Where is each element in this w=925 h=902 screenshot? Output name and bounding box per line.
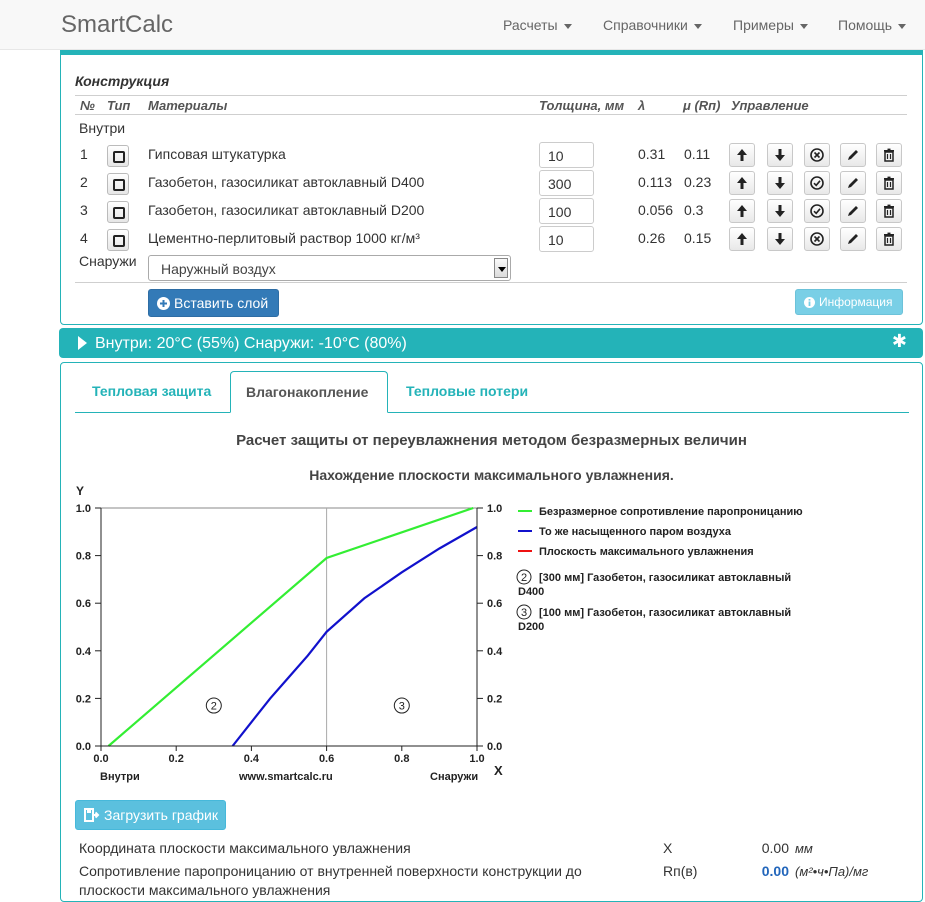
legend-layer-num: 3	[520, 607, 528, 619]
outside-label: Снаружи	[79, 253, 137, 269]
nav-menu-references[interactable]: Справочники	[603, 17, 702, 33]
layer-mu: 0.23	[684, 174, 712, 190]
pencil-icon	[846, 232, 860, 246]
construction-panel	[60, 50, 923, 325]
layer-material[interactable]: Газобетон, газосиликат автоклавный D200	[148, 202, 425, 218]
result-symbol-resistance: Rп(в)	[663, 863, 698, 879]
y-tick-label-right: 0.2	[487, 693, 503, 706]
layer-marker-label: 2	[210, 700, 217, 713]
layer-toggle-button[interactable]	[804, 171, 830, 195]
layer-num: 2	[80, 174, 88, 190]
chart-title: Нахождение плоскости максимального увлажнения.	[309, 467, 674, 483]
x-tick-label: 0.6	[318, 753, 335, 765]
legend-layer-text-cont: D400	[518, 586, 545, 598]
legend-label: То же насыщенного паром воздуха	[539, 526, 732, 538]
move-up-button[interactable]	[729, 171, 755, 195]
delete-layer-button[interactable]	[876, 171, 902, 195]
arrow-down-icon	[773, 232, 787, 246]
outside-environment-select[interactable]	[148, 255, 511, 281]
x-circle-icon	[810, 232, 824, 246]
y-tick-label-left: 0.6	[75, 598, 91, 611]
y-tick-label-left: 0.8	[75, 550, 91, 563]
delete-layer-button[interactable]	[876, 227, 902, 251]
col-header-materials: Материалы	[148, 98, 228, 113]
move-up-button[interactable]	[729, 143, 755, 167]
caret-down-icon	[564, 24, 572, 29]
edit-layer-button[interactable]	[840, 171, 866, 195]
legend-layer-text: [100 мм] Газобетон, газосиликат автоклавный	[539, 607, 792, 619]
check-circle-icon	[810, 204, 824, 218]
y-tick-label-right: 0.8	[487, 550, 503, 563]
col-header-type: Тип	[107, 98, 131, 113]
arrow-up-icon	[735, 204, 749, 218]
inside-label: Внутри	[79, 120, 126, 136]
tab-thermal-protection[interactable]: Тепловая защита	[92, 383, 212, 399]
x-circle-icon	[810, 148, 824, 162]
result-symbol-coordinate: X	[663, 840, 673, 856]
layer-type-toggle[interactable]	[107, 145, 129, 167]
result-label-resistance-cont: плоскости максимального увлажнения	[79, 882, 331, 898]
tab-moisture-accumulation[interactable]: Влагонакопление	[230, 371, 388, 413]
check-circle-icon	[810, 176, 824, 190]
arrow-down-icon	[773, 148, 787, 162]
insert-layer-button[interactable]: Вставить слой	[148, 289, 279, 317]
layer-lambda: 0.31	[638, 146, 666, 162]
move-down-button[interactable]	[767, 227, 793, 251]
layer-toggle-button[interactable]	[804, 199, 830, 223]
layer-material[interactable]: Газобетон, газосиликат автоклавный D400	[148, 174, 425, 190]
caret-down-icon	[800, 24, 808, 29]
caret-down-icon	[694, 24, 702, 29]
move-up-button[interactable]	[729, 227, 755, 251]
arrow-down-icon	[773, 176, 787, 190]
trash-icon	[882, 176, 896, 190]
layer-type-toggle[interactable]	[107, 173, 129, 195]
layer-type-toggle[interactable]	[107, 229, 129, 251]
climate-text: Внутри: 20°C (55%) Снаружи: -10°C (80%)	[95, 335, 407, 352]
legend-layer-num: 2	[520, 572, 528, 584]
layer-lambda: 0.056	[638, 202, 674, 218]
x-tick-label: 0.4	[243, 753, 260, 765]
layer-toggle-button[interactable]	[804, 143, 830, 167]
layer-mu: 0.11	[684, 146, 711, 162]
download-chart-button[interactable]: Загрузить график	[75, 800, 226, 830]
caret-down-icon	[898, 24, 906, 29]
layer-toggle-button[interactable]	[804, 227, 830, 251]
asterisk-icon[interactable]: ✱	[891, 331, 907, 351]
delete-layer-button[interactable]	[876, 199, 902, 223]
x-tick-label: 1.0	[469, 753, 485, 765]
x-axis-label: X	[494, 763, 503, 778]
x-tick-label: 0.0	[93, 753, 109, 765]
layer-mu: 0.15	[684, 230, 712, 246]
plus-circle-icon	[157, 297, 170, 310]
layer-material[interactable]: Гипсовая штукатурка	[148, 146, 286, 162]
col-header-mu: μ (Rп)	[683, 98, 721, 113]
tabs-rule	[75, 412, 909, 413]
y-axis-label: Y	[76, 484, 85, 498]
arrow-up-icon	[735, 148, 749, 162]
pencil-icon	[846, 148, 860, 162]
layer-lambda: 0.113	[638, 174, 672, 190]
move-down-button[interactable]	[767, 143, 793, 167]
navbar	[0, 0, 925, 50]
layer-thickness-input[interactable]: 300	[539, 170, 594, 196]
col-header-num: №	[80, 98, 95, 113]
delete-layer-button[interactable]	[876, 143, 902, 167]
result-value-coordinate: 0.00	[761, 840, 789, 856]
col-header-lambda: λ	[638, 98, 646, 113]
y-tick-label-left: 0.0	[75, 741, 91, 753]
layer-thickness-input[interactable]: 100	[539, 198, 594, 224]
edit-layer-button[interactable]	[840, 143, 866, 167]
nav-menu-help[interactable]: Помощь	[838, 17, 906, 33]
result-heading: Расчет защиты от переувлажнения методом безразмерных величин	[236, 432, 747, 449]
layer-material[interactable]: Цементно-перлитовый раствор 1000 кг/м³	[148, 230, 420, 246]
layer-type-toggle[interactable]	[107, 201, 129, 223]
plot-area	[101, 508, 477, 746]
trash-icon	[882, 204, 896, 218]
result-unit-resistance: (м²•ч•Па)/мг	[795, 864, 869, 879]
col-header-thickness: Толщина, мм	[539, 98, 625, 113]
result-panel	[60, 362, 923, 902]
result-label-resistance: Сопротивление паропроницанию от внутренней поверхности конструкции до	[79, 863, 582, 879]
y-tick-label-right: 0.6	[487, 598, 503, 611]
layer-num: 1	[80, 146, 88, 162]
result-value-resistance: 0.00	[761, 863, 789, 879]
chart-label-outside: Снаружи	[430, 771, 479, 783]
col-header-control: Управление	[731, 98, 809, 113]
header-bottom-rule	[75, 114, 907, 115]
layer-num: 3	[80, 202, 88, 218]
tab-heat-losses[interactable]: Тепловые потери	[406, 383, 529, 399]
dropdown-arrow-icon[interactable]	[494, 258, 508, 278]
legend-label: Плоскость максимального увлажнения	[539, 546, 754, 558]
arrow-up-icon	[735, 232, 749, 246]
trash-icon	[882, 148, 896, 162]
info-button[interactable]: Информация	[795, 289, 903, 315]
layer-marker-label: 3	[398, 700, 405, 713]
move-down-button[interactable]	[767, 171, 793, 195]
layer-lambda: 0.26	[638, 230, 666, 246]
nav-menu-calculations[interactable]: Расчеты	[503, 17, 572, 33]
chart-label-site: www.smartcalc.ru	[239, 771, 333, 783]
construction-title: Конструкция	[75, 73, 170, 89]
result-unit-coordinate: мм	[795, 841, 813, 856]
pencil-icon	[846, 176, 860, 190]
edit-layer-button[interactable]	[840, 227, 866, 251]
x-tick-label: 0.2	[168, 753, 184, 765]
layer-mu: 0.3	[684, 202, 704, 218]
info-circle-icon	[804, 297, 815, 308]
chart-label-inside: Внутри	[100, 771, 140, 783]
move-down-button[interactable]	[767, 199, 793, 223]
brand-logo[interactable]: SmartCalc	[61, 11, 174, 38]
pencil-icon	[846, 204, 860, 218]
legend-layer-text: [300 мм] Газобетон, газосиликат автоклавный	[539, 572, 792, 584]
header-top-rule	[75, 95, 907, 96]
nav-menu-examples[interactable]: Примеры	[733, 17, 808, 33]
y-tick-label-right: 1.0	[487, 503, 503, 515]
outside-select-value: Наружный воздух	[161, 261, 276, 277]
x-tick-label: 0.8	[394, 753, 410, 765]
y-tick-label-left: 1.0	[75, 503, 91, 515]
save-file-icon	[84, 808, 100, 822]
footer-rule	[75, 282, 907, 283]
layer-num: 4	[80, 230, 88, 246]
expand-triangle-icon	[78, 336, 87, 350]
y-tick-label-right: 0.4	[487, 645, 503, 658]
result-label-coordinate: Координата плоскости максимального увлажнения	[79, 840, 411, 856]
y-tick-label-left: 0.4	[75, 645, 91, 658]
legend-layer-text-cont: D200	[518, 621, 545, 633]
y-tick-label-left: 0.2	[75, 693, 91, 706]
y-tick-label-right: 0.0	[487, 741, 503, 753]
trash-icon	[882, 232, 896, 246]
layer-thickness-input[interactable]: 10	[539, 226, 594, 252]
climate-conditions-bar[interactable]	[59, 328, 923, 358]
arrow-up-icon	[735, 176, 749, 190]
moisture-chart	[61, 478, 922, 788]
move-up-button[interactable]	[729, 199, 755, 223]
arrow-down-icon	[773, 204, 787, 218]
layer-thickness-input[interactable]: 10	[539, 142, 594, 168]
legend-label: Безразмерное сопротивление паропроницанию	[539, 506, 803, 518]
edit-layer-button[interactable]	[840, 199, 866, 223]
